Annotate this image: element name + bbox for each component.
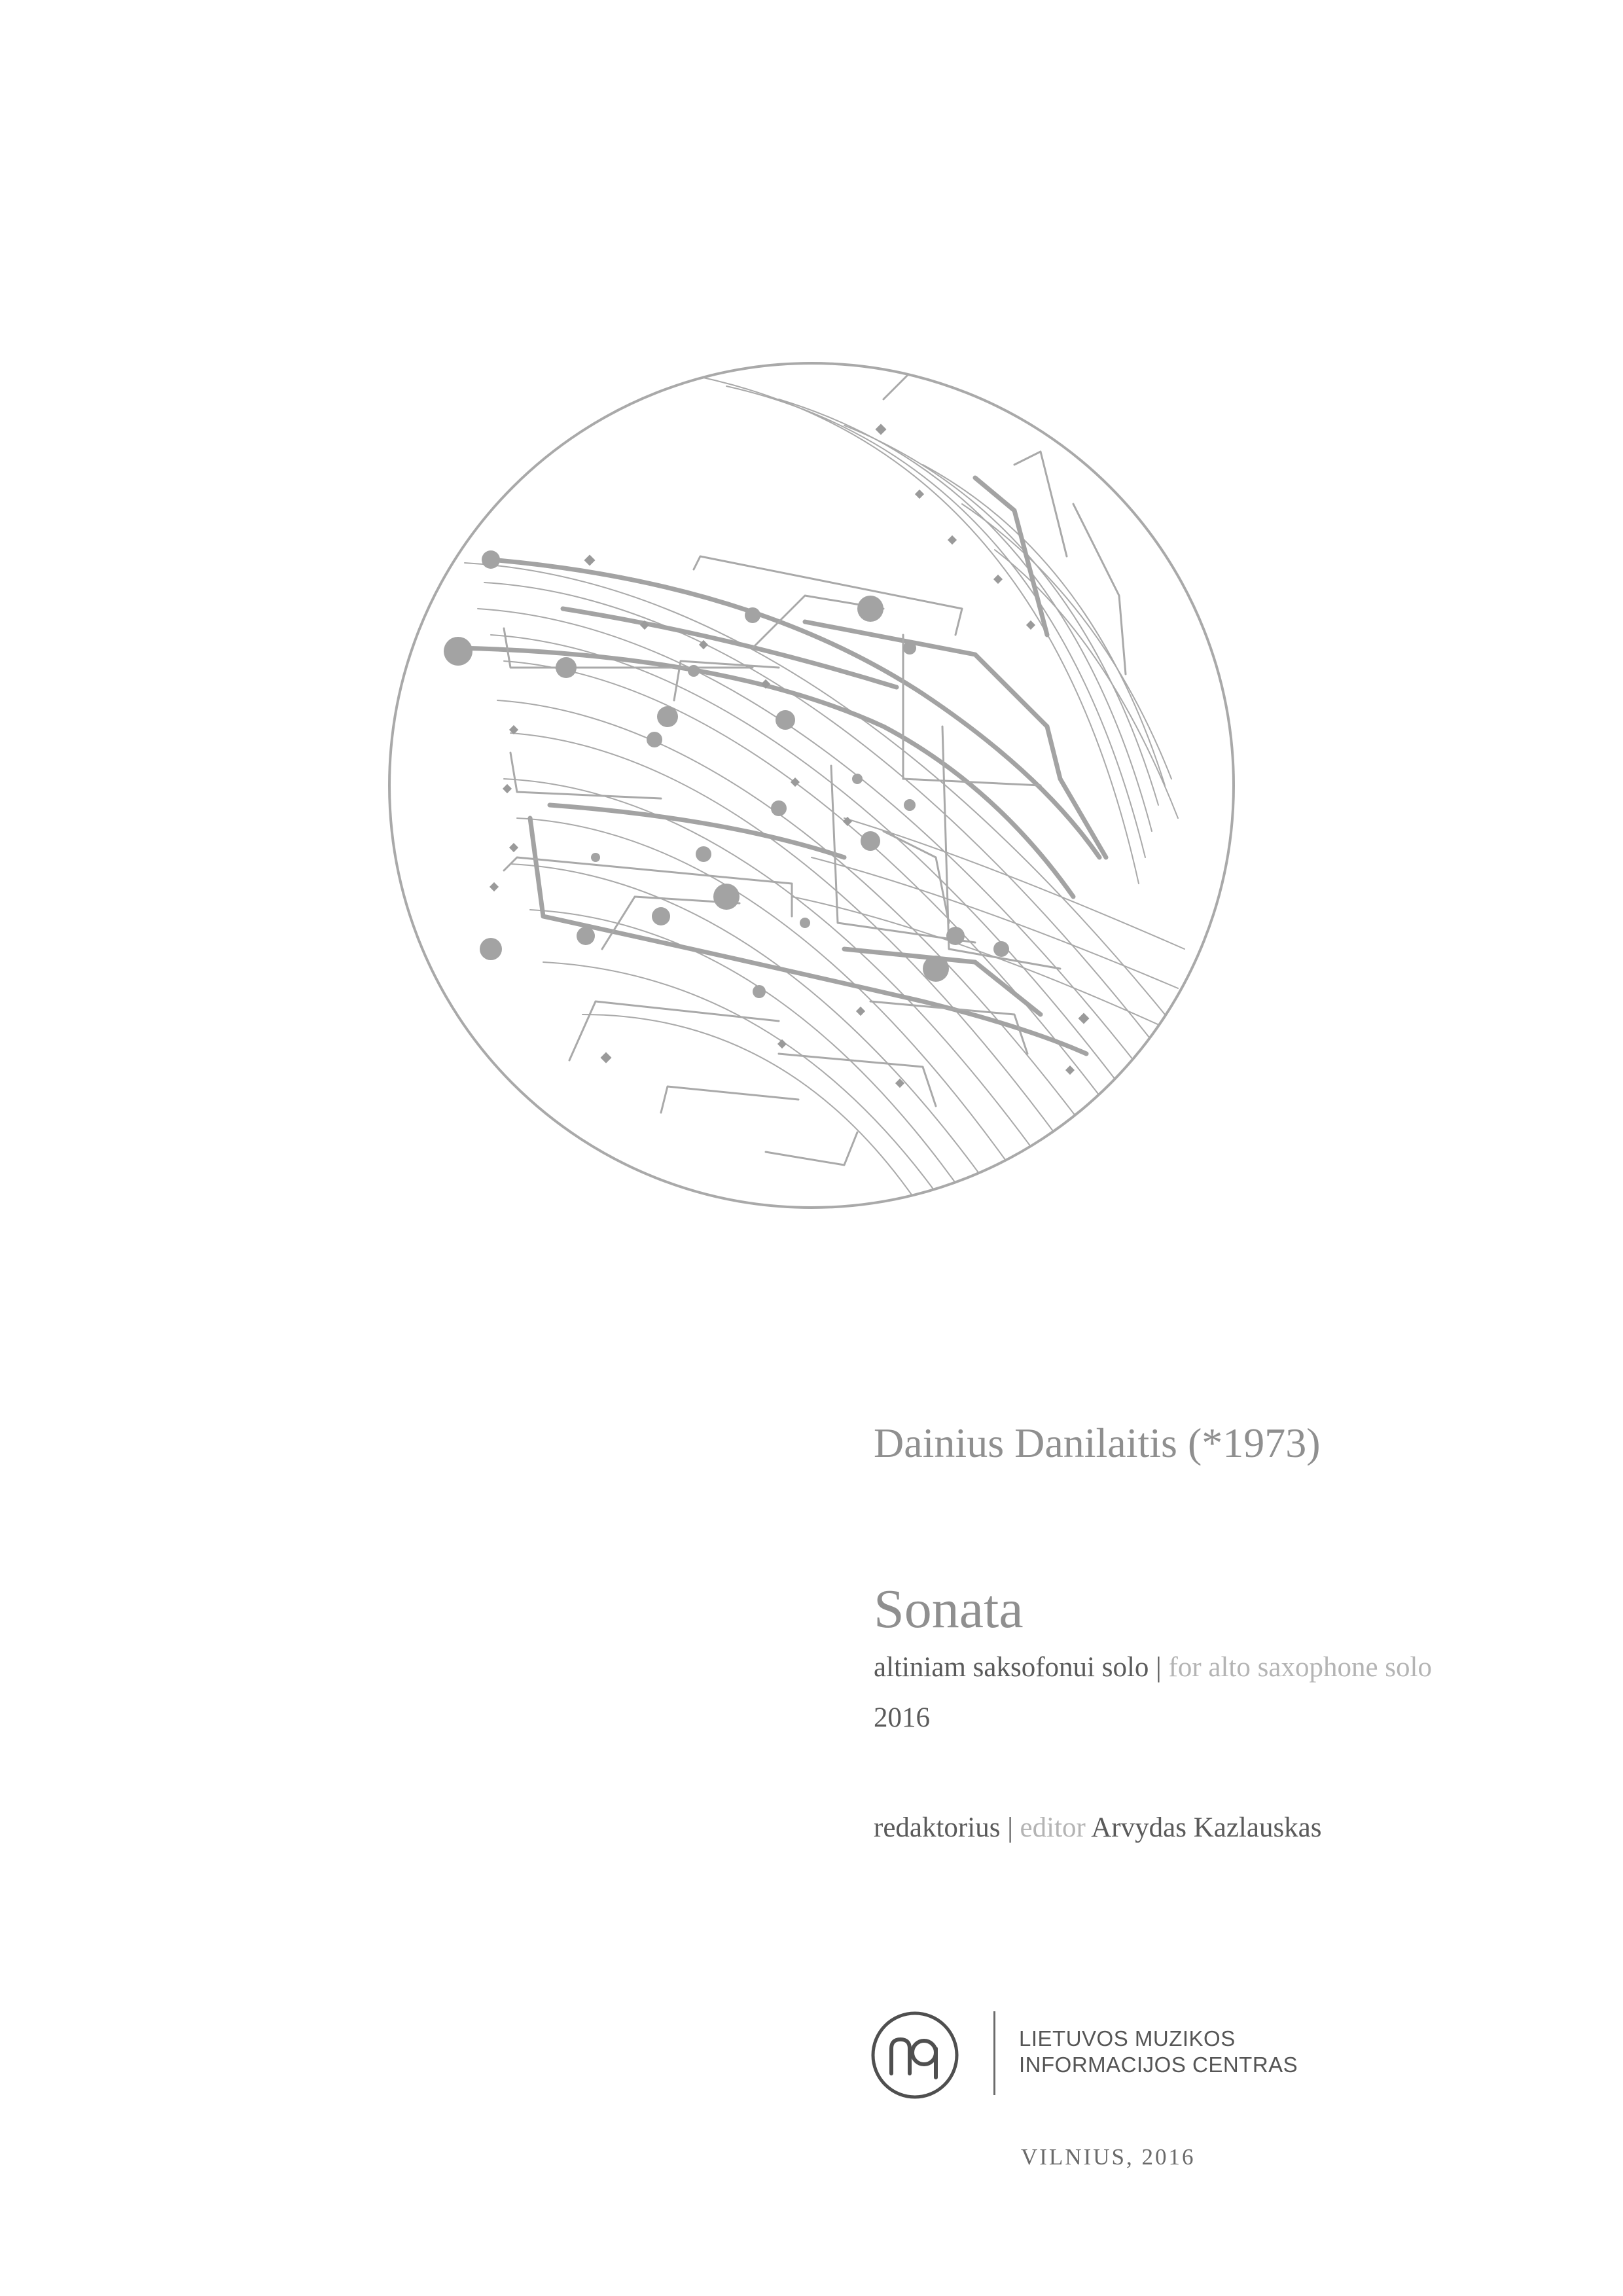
subtitle-lithuanian: altiniam saksofonui solo [874,1652,1149,1683]
subtitle-separator: | [1156,1652,1162,1683]
publisher-name [1019,2026,1298,2078]
publisher-name-line2: INFORMACIJOS CENTRAS [1019,2053,1298,2077]
editor-label-english: editor [1020,1812,1086,1843]
composer-name: Dainius Danilaitis (*1973) [874,1420,1321,1466]
abstract-sphere-network-icon [386,360,1237,1211]
work-title: Sonata [874,1579,1024,1640]
publication-place-year: VILNIUS, 2016 [1021,2144,1196,2170]
editor-name: Arvydas Kazlauskas [1091,1812,1322,1843]
editor-separator: | [1007,1812,1013,1843]
editor-credit [874,1812,1322,1844]
subtitle-english: for alto saxophone solo [1168,1652,1432,1683]
composition-year: 2016 [874,1702,930,1733]
logo-divider [993,2011,995,2095]
publisher-name-line1: LIETUVOS MUZIKOS [1019,2026,1236,2051]
lmic-logo-icon [869,2009,961,2101]
work-subtitle [874,1651,1432,1683]
editor-label-lithuanian: redaktorius [874,1812,1001,1843]
